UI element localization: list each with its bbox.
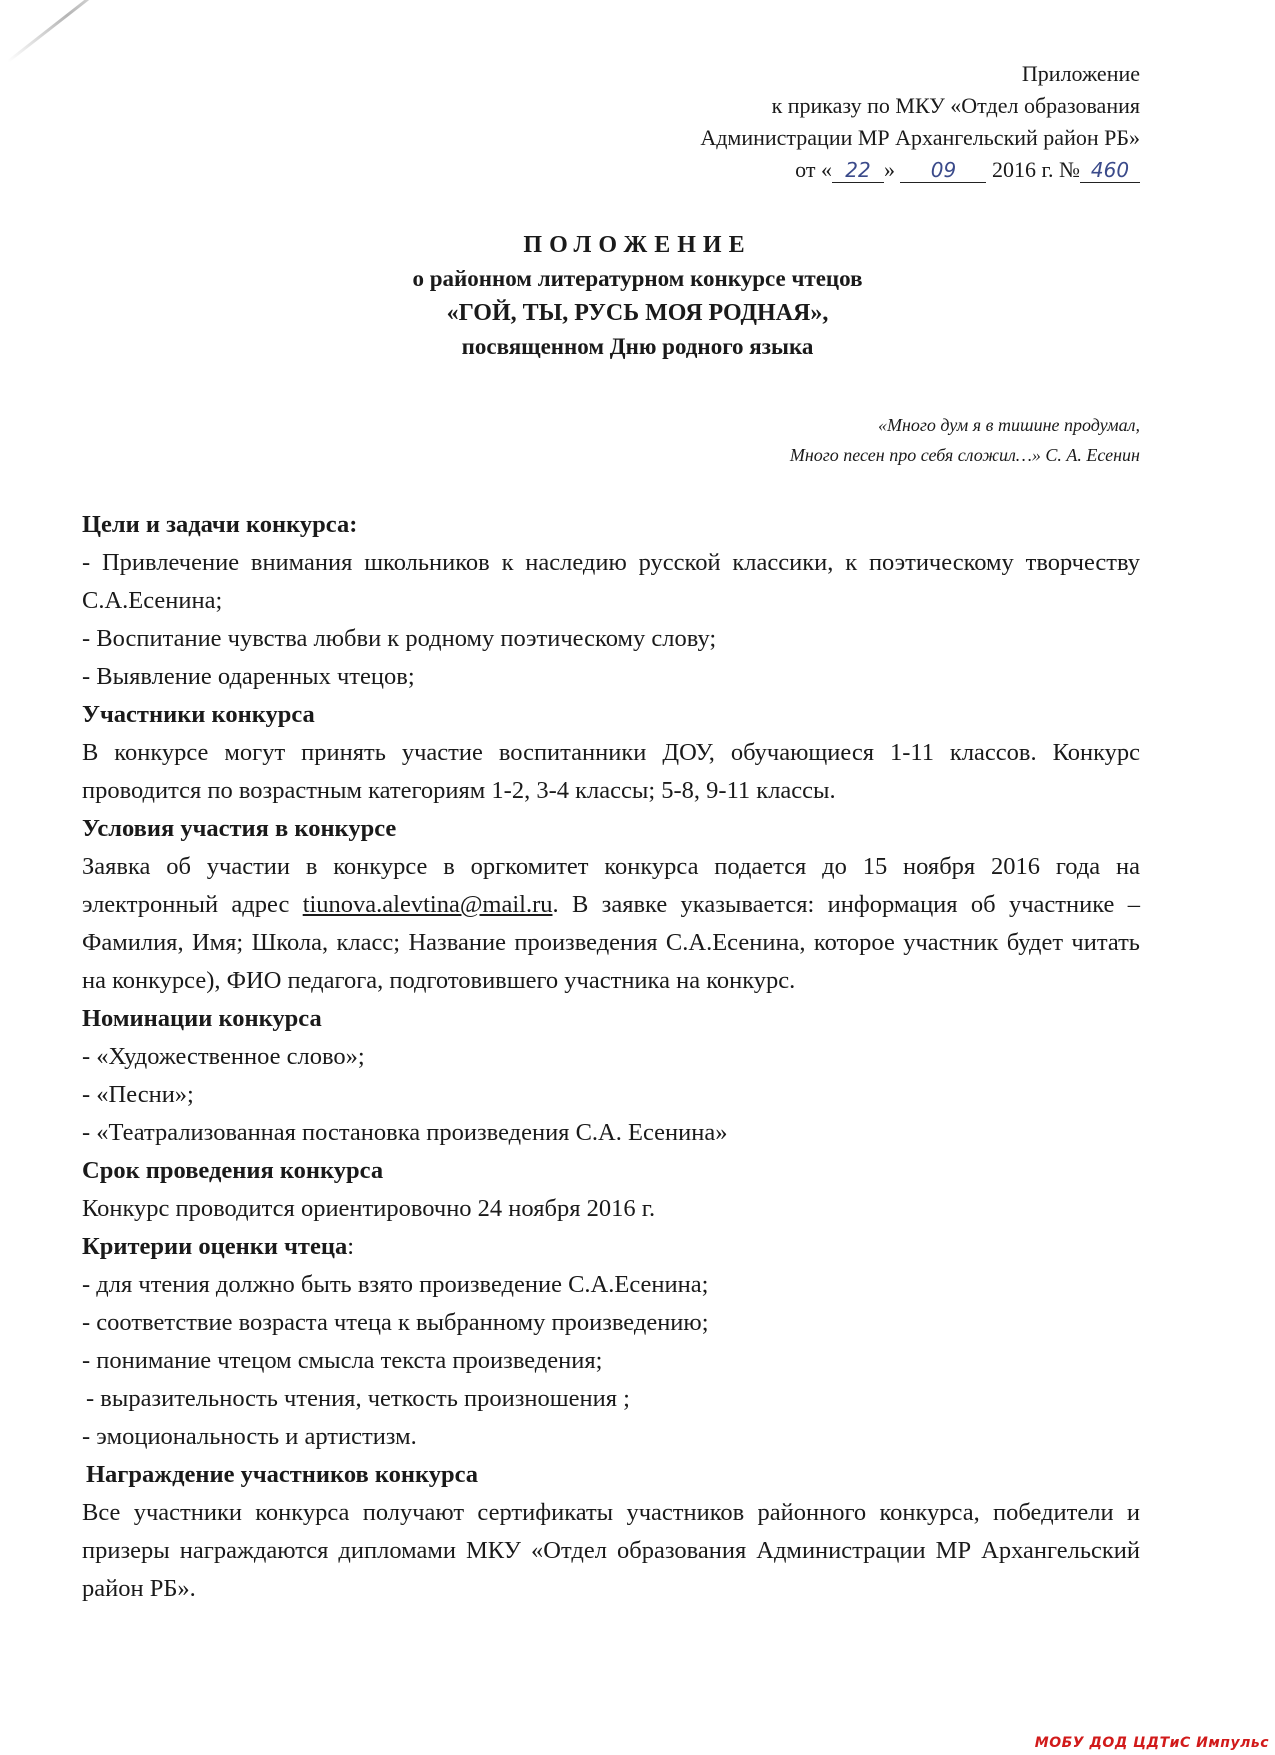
order-number-handwritten: 460 (1080, 158, 1140, 183)
criteria-item: - соответствие возраста чтеца к выбранному произведению; (82, 1309, 709, 1336)
goals-item: - Выявление одаренных чтецов; (82, 663, 415, 690)
title-contest-name: «ГОЙ, ТЫ, РУСЬ МОЯ РОДНАЯ», (446, 300, 829, 326)
participants-heading: Участники конкурса (82, 701, 315, 728)
conditions-heading: Условия участия в конкурсе (82, 815, 397, 842)
dates-heading: Срок проведения конкурса (82, 1157, 384, 1184)
participants-text: В конкурсе могут принять участие воспитанники ДОУ, обучающиеся 1-11 классов. Конкурс проводится по возрастным категориям 1-2, 3-4 классы; 5-8, 9-11 классы. (82, 739, 1140, 804)
epigraph-line-2: Много песен про себя сложил…» С. А. Есенин (789, 445, 1140, 465)
awards-text: Все участники конкурса получают сертификаты участников районного конкурса, победители и призеры награждаются дипломами МКУ «Отдел образования Администрации МР Архангельский район РБ». (82, 1499, 1140, 1602)
date-day-handwritten: 22 (832, 158, 884, 183)
email-link[interactable]: tiunova.alevtina@mail.ru (302, 891, 553, 918)
nomination-item: - «Художественное слово»; (82, 1043, 365, 1070)
criteria-heading: Критерии оценки чтеца (82, 1233, 348, 1260)
epigraph (790, 410, 1140, 470)
criteria-item: - для чтения должно быть взято произведение С.А.Есенина; (82, 1271, 709, 1298)
criteria-heading-line (82, 1228, 1140, 1266)
order-reference: к приказу по МКУ «Отдел образования (771, 93, 1140, 118)
dates-text: Конкурс проводится ориентировочно 24 ноября 2016 г. (82, 1195, 656, 1222)
criteria-item: - эмоциональность и артистизм. (82, 1423, 417, 1450)
appendix-label: Приложение (1021, 61, 1140, 86)
watermark: МОБУ ДОД ЦДТиС Импульс (1034, 1735, 1269, 1751)
administration-name: Администрации МР Архангельский район РБ» (700, 125, 1140, 150)
title-subtitle-3: посвященном Дню родного языка (461, 334, 814, 359)
goals-heading: Цели и задачи конкурса: (82, 511, 358, 538)
title-main: ПОЛОЖЕНИЕ (523, 232, 752, 258)
date-month-handwritten: 09 (900, 158, 986, 183)
awards-heading: Награждение участников конкурса (86, 1461, 479, 1488)
criteria-item: - понимание чтецом смысла текста произведения; (82, 1347, 603, 1374)
date-mid: » (883, 157, 901, 182)
title-subtitle-1: о районном литературном конкурсе чтецов (412, 266, 863, 291)
epigraph-line-1: «Много дум я в тишине продумал, (877, 415, 1140, 435)
nomination-item: - «Песни»; (82, 1081, 194, 1108)
criteria-heading-suffix: : (347, 1233, 355, 1260)
criteria-item: - выразительность чтения, четкость произношения ; (86, 1385, 630, 1412)
goals-item: - Привлечение внимания школьников к наследию русской классики, к поэтическому творчеству С.А.Есенина; (82, 549, 1140, 614)
nominations-heading: Номинации конкурса (82, 1005, 322, 1032)
date-year: 2016 г. № (986, 157, 1080, 182)
document-title (0, 228, 1275, 364)
conditions-text-after: . В заявке указывается: информация об участнике – Фамилия, Имя; Школа, класс; Название произведения С.А.Есенина, которое участник будет читать на конкурсе), ФИО педагога, подготовившего участника на конкурс. (82, 891, 1140, 994)
conditions-text-before: Заявка об участии в конкурсе в оргкомитет конкурса подается до 15 ноября 2016 года на электронный адрес (82, 853, 1140, 918)
appendix-header (700, 58, 1140, 186)
nomination-item: - «Театрализованная постановка произведения С.А. Есенина» (82, 1119, 728, 1146)
date-prefix: от « (795, 157, 832, 182)
goals-item: - Воспитание чувства любви к родному поэтическому слову; (82, 625, 717, 652)
scan-artifact (7, 0, 127, 63)
document-body (82, 506, 1140, 1608)
order-date-line (700, 154, 1140, 186)
conditions-text (82, 848, 1140, 1000)
